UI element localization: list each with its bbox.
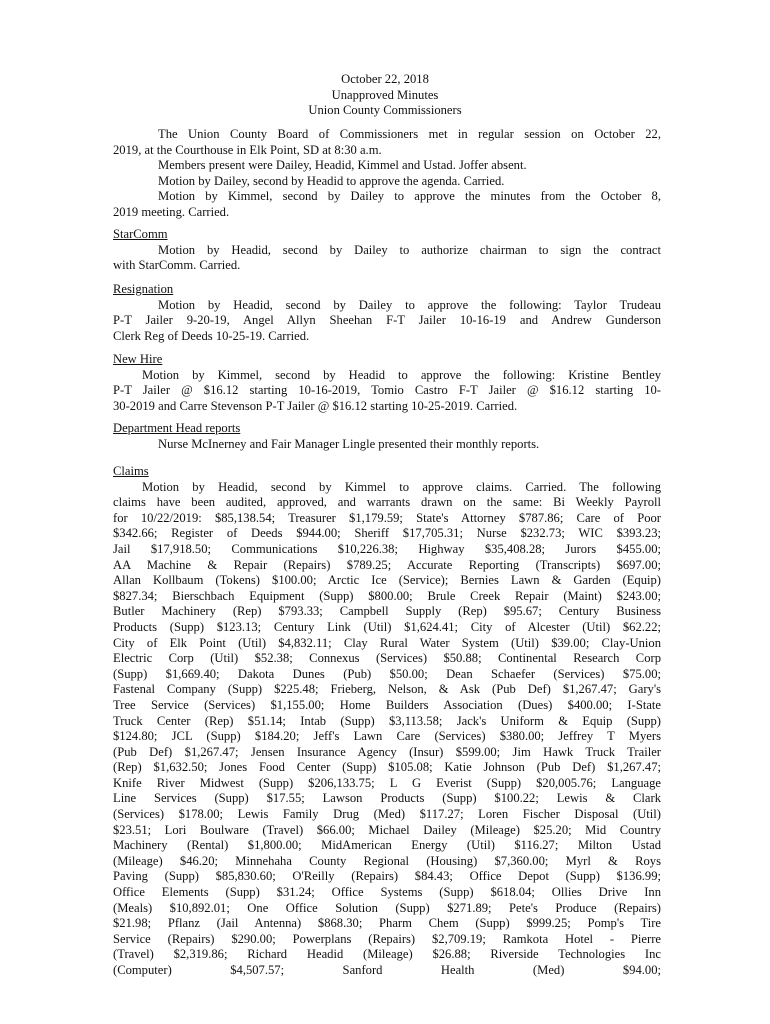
claims-line: $827.34; Bierschbach Equipment (Supp) $800.00; Brule Creek Repair (Maint) $243.00;	[113, 588, 661, 603]
department-head-section	[113, 421, 661, 452]
claims-line: Products (Supp) $123.13; Century Link (Util) $1,624.41; City of Alcester (Util) $62.22;	[113, 619, 661, 634]
claims-line: AA Machine & Repair (Repairs) $789.25; Accurate Reporting (Transcripts) $697.00;	[113, 557, 661, 572]
resignation-line: Clerk Reg of Deeds 10-25-19. Carried.	[113, 328, 310, 343]
claims-line: Knife River Midwest (Supp) $206,133.75; L G Everist (Supp) $20,005.76; Language	[113, 775, 661, 790]
section-heading-starcomm: StarComm	[113, 227, 168, 241]
starcomm-section	[113, 227, 661, 274]
starcomm-line: Motion by Headid, second by Dailey to authorize chairman to sign the contract	[158, 242, 661, 257]
intro-line: Motion by Dailey, second by Headid to approve the agenda. Carried.	[158, 173, 505, 188]
governing-body: Union County Commissioners	[308, 103, 462, 118]
claims-section	[113, 464, 661, 979]
intro-section	[113, 127, 661, 221]
claims-line: Truck Center (Rep) $51.14; Intab (Supp) $3,113.58; Jack's Uniform & Equip (Supp)	[113, 713, 661, 728]
claims-line: Fastenal Company (Supp) $225.48; Frieberg, Nelson, & Ask (Pub Def) $1,267.47; Gary's	[113, 682, 661, 697]
claims-line: (Services) $178.00; Lewis Family Drug (Med) $117.27; Loren Fischer Disposal (Util)	[113, 807, 661, 822]
claims-line: (Mileage) $46.20; Minnehaha County Regional (Housing) $7,360.00; Myrl & Roys	[113, 853, 661, 868]
meeting-date: October 22, 2018	[341, 72, 429, 86]
claims-line: $342.66; Register of Deeds $944.00; Sheriff $17,705.31; Nurse $232.73; WIC $393.23;	[113, 526, 661, 541]
claims-line: (Pub Def) $1,267.47; Jensen Insurance Agency (Insur) $599.00; Jim Hawk Truck Trailer	[113, 744, 661, 759]
claims-line: (Rep) $1,632.50; Jones Food Center (Supp) $105.08; Katie Johnson (Pub Def) $1,267.47;	[113, 760, 661, 775]
department-head-line: Nurse McInerney and Fair Manager Lingle presented their monthly reports.	[158, 436, 540, 451]
claims-line: Office Elements (Supp) $31.24; Office Systems (Supp) $618.04; Ollies Drive Inn	[113, 885, 661, 900]
resignation-line: P-T Jailer 9-20-19, Angel Allyn Sheehan F-T Jailer 10-16-19 and Andrew Gunderson	[113, 313, 661, 328]
new-hire-line: 30-2019 and Carre Stevenson P-T Jailer @ $16.12 starting 10-25-2019. Carried.	[113, 398, 518, 413]
resignation-section	[113, 282, 661, 344]
claims-line: Jail $17,918.50; Communications $10,226.38; Highway $35,408.28; Jurors $455.00;	[113, 541, 661, 556]
section-heading-resignation: Resignation	[113, 282, 174, 296]
new-hire-line: P-T Jailer @ $16.12 starting 10-16-2019, Tomio Castro F-T Jailer @ $16.12 starting 10-	[113, 383, 661, 398]
intro-line: 2019 meeting. Carried.	[113, 204, 230, 219]
intro-line: Motion by Kimmel, second by Dailey to approve the minutes from the October 8,	[158, 189, 661, 204]
claims-line: Paving (Supp) $85,830.60; O'Reilly (Repairs) $84.43; Office Depot (Supp) $136.99;	[113, 869, 661, 884]
claims-line: $124.80; JCL (Supp) $184.20; Jeff's Lawn Care (Services) $380.00; Jeffrey T Myers	[113, 729, 661, 744]
claims-line: (Travel) $2,319.86; Richard Headid (Mileage) $26.88; Riverside Technologies Inc	[113, 947, 661, 962]
minutes-status: Unapproved Minutes	[331, 87, 439, 102]
claims-line: $21.98; Pflanz (Jail Antenna) $868.30; Pharm Chem (Supp) $999.25; Pomp's Tire	[113, 916, 661, 931]
claims-line: Allan Kollbaum (Tokens) $100.00; Arctic Ice (Service); Bernies Lawn & Garden (Equip)	[113, 573, 661, 588]
section-heading-claims: Claims	[113, 464, 149, 478]
claims-line: Motion by Headid, second by Kimmel to approve claims. Carried. The following	[142, 479, 661, 494]
claims-line: claims have been audited, approved, and warrants drawn on the same: Bi Weekly Payroll	[113, 495, 661, 510]
section-heading-new-hire: New Hire	[113, 352, 163, 366]
claims-line: Service (Repairs) $290.00; Powerplans (Repairs) $2,709.19; Ramkota Hotel - Pierre	[113, 931, 661, 946]
claims-line: Machinery (Rental) $1,800.00; MidAmerican Energy (Util) $116.27; Milton Ustad	[113, 838, 661, 853]
claims-line: (Meals) $10,892.01; One Office Solution (Supp) $271.89; Pete's Produce (Repairs)	[113, 900, 661, 915]
claims-line: $23.51; Lori Boulware (Travel) $66.00; Michael Dailey (Mileage) $25.20; Mid Country	[113, 822, 661, 837]
claims-line: Tree Service (Services) $1,155.00; Home Builders Association (Dues) $400.00; I-State	[113, 697, 661, 712]
claims-line: Electric Corp (Util) $52.38; Connexus (Services) $50.88; Continental Research Corp	[113, 651, 661, 666]
claims-line: (Computer) $4,507.57; Sanford Health (Med) $94.00;	[113, 963, 661, 977]
claims-line: City of Elk Point (Util) $4,832.11; Clay Rural Water System (Util) $39.00; Clay-Union	[113, 635, 661, 650]
new-hire-line: Motion by Kimmel, second by Headid to approve the following: Kristine Bentley	[142, 367, 661, 382]
claims-line: for 10/22/2019: $85,138.54; Treasurer $1,179.59; State's Attorney $787.86; Care of Poor	[113, 510, 661, 525]
starcomm-line: with StarComm. Carried.	[113, 258, 241, 273]
intro-line: 2019, at the Courthouse in Elk Point, SD at 8:30 a.m.	[113, 142, 382, 157]
claims-line: Butler Machinery (Rep) $793.33; Campbell Supply (Rep) $95.67; Century Business	[113, 604, 661, 619]
claims-line: Line Services (Supp) $17.55; Lawson Products (Supp) $100.22; Lewis & Clark	[113, 791, 661, 806]
intro-line: The Union County Board of Commissioners met in regular session on October 22,	[158, 127, 661, 141]
claims-line: (Supp) $1,669.40; Dakota Dunes (Pub) $50.00; Dean Schaefer (Services) $75.00;	[113, 666, 661, 681]
section-heading-department-head: Department Head reports	[113, 421, 241, 435]
resignation-line: Motion by Headid, second by Dailey to approve the following: Taylor Trudeau	[158, 297, 661, 312]
intro-line: Members present were Dailey, Headid, Kimmel and Ustad. Joffer absent.	[158, 158, 527, 173]
document-header	[0, 72, 770, 119]
new-hire-section	[113, 352, 661, 414]
